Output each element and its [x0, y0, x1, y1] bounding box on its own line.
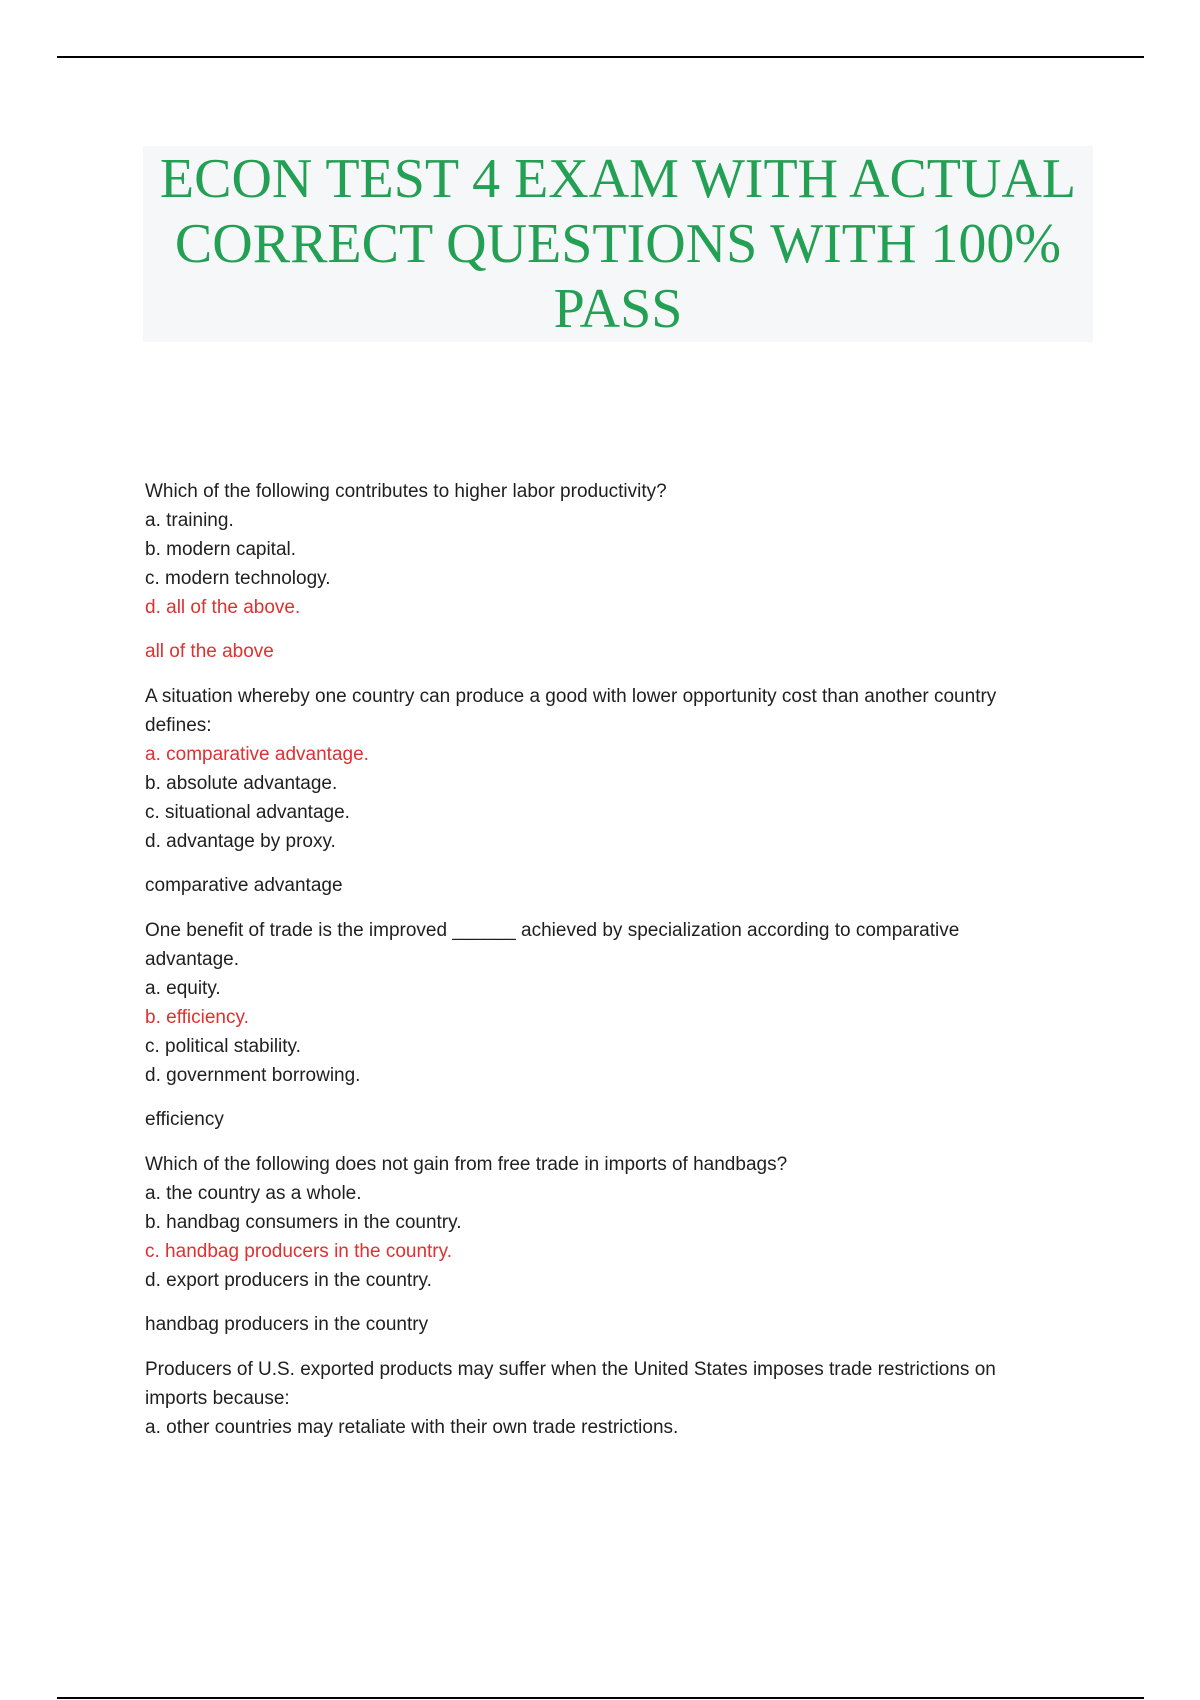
question-1-answer: all of the above [145, 641, 274, 662]
title-line-3: PASS [553, 277, 683, 340]
question-4-option-c-correct: c. handbag producers in the country. [145, 1241, 453, 1262]
bottom-rule [57, 1697, 1144, 1699]
question-2-option-c: c. situational advantage. [145, 802, 350, 823]
top-rule [57, 56, 1144, 58]
title-line-1: ECON TEST 4 EXAM WITH ACTUAL [159, 147, 1077, 210]
question-3-prompt-line-1: One benefit of trade is the improved ______ achieved by specialization according to comparative [145, 920, 960, 941]
title-line-2: CORRECT QUESTIONS WITH 100% [174, 212, 1062, 275]
question-2-option-b: b. absolute advantage. [145, 773, 338, 794]
question-3 [145, 916, 1085, 1134]
question-2-prompt-line-1: A situation whereby one country can produce a good with lower opportunity cost than another country [145, 686, 997, 707]
question-1-prompt: Which of the following contributes to higher labor productivity? [145, 481, 667, 502]
question-2-option-d: d. advantage by proxy. [145, 831, 336, 852]
question-2-option-a-correct: a. comparative advantage. [145, 744, 369, 765]
question-5 [145, 1355, 1085, 1442]
question-1 [145, 477, 1085, 666]
question-3-answer: efficiency [145, 1109, 224, 1130]
question-5-prompt-line-1: Producers of U.S. exported products may suffer when the United States imposes trade restrictions on [145, 1359, 996, 1380]
question-5-prompt-line-2: imports because: [145, 1388, 290, 1409]
question-2-answer: comparative advantage [145, 875, 343, 896]
question-4-prompt: Which of the following does not gain from free trade in imports of handbags? [145, 1154, 788, 1175]
question-list [145, 477, 1085, 1458]
question-2-prompt-line-2: defines: [145, 715, 212, 736]
question-3-option-a: a. equity. [145, 978, 221, 999]
question-4-option-d: d. export producers in the country. [145, 1270, 432, 1291]
question-4-option-b: b. handbag consumers in the country. [145, 1212, 462, 1233]
title-banner [143, 146, 1093, 342]
question-1-option-d-correct: d. all of the above. [145, 597, 301, 618]
question-2 [145, 682, 1085, 900]
question-5-option-a: a. other countries may retaliate with their own trade restrictions. [145, 1417, 679, 1438]
question-1-option-b: b. modern capital. [145, 539, 297, 560]
question-1-option-c: c. modern technology. [145, 568, 331, 589]
question-3-option-b-correct: b. efficiency. [145, 1007, 249, 1028]
question-4 [145, 1150, 1085, 1339]
question-3-prompt-line-2: advantage. [145, 949, 240, 970]
question-4-option-a: a. the country as a whole. [145, 1183, 362, 1204]
question-4-answer: handbag producers in the country [145, 1314, 429, 1335]
question-1-option-a: a. training. [145, 510, 234, 531]
question-3-option-d: d. government borrowing. [145, 1065, 361, 1086]
question-3-option-c: c. political stability. [145, 1036, 301, 1057]
